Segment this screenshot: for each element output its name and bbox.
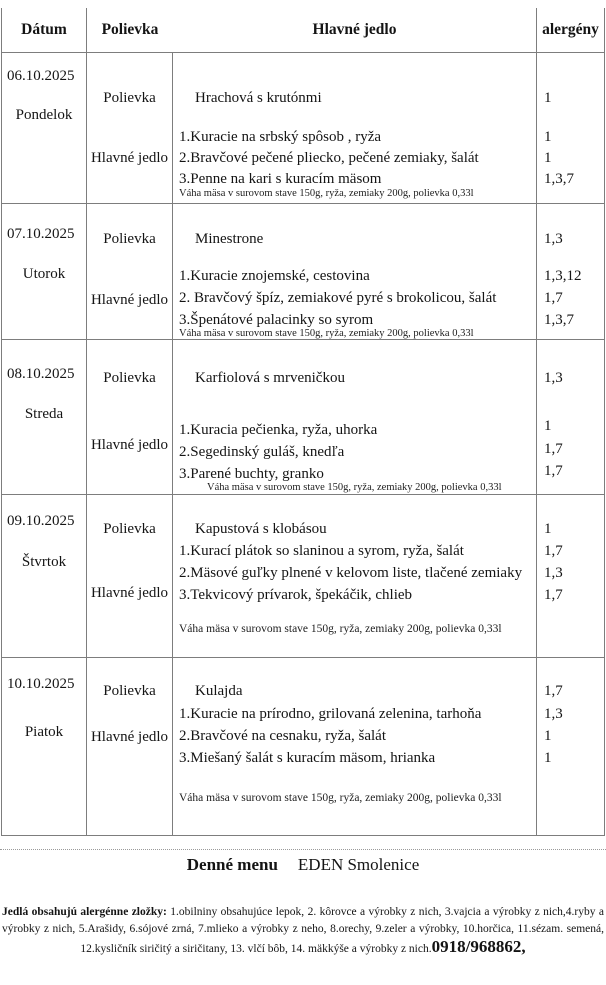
day-name: Štvrtok xyxy=(21,554,67,570)
portion-note: Váha mäsa v surovom stave 150g, ryža, zemiaky 200g, polievka 0,33l xyxy=(179,188,474,199)
main-course-label: Hlavné jedlo xyxy=(90,292,169,308)
day-name: Utorok xyxy=(22,266,66,282)
day-name: Streda xyxy=(24,406,64,422)
portion-note: Váha mäsa v surovom stave 150g, ryža, zemiaky 200g, polievka 0,33l xyxy=(179,328,474,339)
soup-row-label: Polievka xyxy=(103,90,156,106)
allergen-value: 1,3 xyxy=(544,231,563,247)
dish-item: 3.Tekvicový prívarok, špekáčik, chlieb xyxy=(179,587,413,603)
allergen-value: 1 xyxy=(544,129,552,145)
restaurant-name: EDEN Smolenice xyxy=(297,855,420,874)
allergen-value: 1,3,7 xyxy=(544,171,574,187)
allergen-value: 1,3,7 xyxy=(544,312,574,328)
day-row-wednesday xyxy=(2,340,604,495)
allergen-value: 1 xyxy=(544,750,552,766)
dish-item: 2. Bravčový špíz, zemiakové pyré s brokolicou, šalát xyxy=(179,290,497,306)
allergen-value: 1,7 xyxy=(544,587,563,603)
soup-row-label: Polievka xyxy=(103,370,156,386)
dish-item: 2.Segedinský guláš, knedľa xyxy=(179,444,345,460)
header-polievka: Polievka xyxy=(101,21,159,38)
main-course-label: Hlavné jedlo xyxy=(90,150,169,166)
menu-title: Denné menu xyxy=(186,855,278,874)
dish-item: 1.Kuracie na srbský spôsob , ryža xyxy=(179,129,382,145)
day-row-friday xyxy=(2,658,604,836)
dish-item: 3.Parené buchty, granko xyxy=(179,466,324,482)
day-row-tuesday xyxy=(2,204,604,340)
allergen-legend-body: 1.obilniny obsahujúce lepok, 2. kôrovce a výrobky z nich, 3.vajcia a výrobky z nich,4.ryby a výrobky z nich, 5.Arašidy, 6.sójové zrná, 7.mlieko a výrobky z neho, 8.orechy, 9.zeler a výrobky, 10.horčica, 11.sézam. semená, 12.kysličník siričitý a siričitany, 13. vlčí bôb, 14. mäkkýše a výrobky z nich. xyxy=(2,906,605,955)
dish-item: 1.Kuracia pečienka, ryža, uhorka xyxy=(179,422,378,438)
day-row-thursday xyxy=(2,495,604,658)
allergen-value: 1,7 xyxy=(544,543,563,559)
allergen-value: 1 xyxy=(544,521,552,537)
portion-note: Váha mäsa v surovom stave 150g, ryža, zemiaky 200g, polievka 0,33l xyxy=(179,623,502,635)
allergen-value: 1 xyxy=(544,728,552,744)
main-course-label: Hlavné jedlo xyxy=(90,585,169,601)
main-course-label: Hlavné jedlo xyxy=(90,437,169,453)
dish-item: 1.Kuracie znojemské, cestovina xyxy=(179,268,370,284)
soup-name: Hrachová s krutónmi xyxy=(195,90,322,106)
allergen-value: 1 xyxy=(544,90,552,106)
day-row-monday xyxy=(2,53,604,204)
portion-note: Váha mäsa v surovom stave 150g, ryža, zemiaky 200g, polievka 0,33l xyxy=(207,482,502,493)
allergen-value: 1,3,12 xyxy=(544,268,582,284)
dish-item: 3.Špenátové palacinky so syrom xyxy=(179,312,374,328)
dish-item: 2.Bravčové na cesnaku, ryža, šalát xyxy=(179,728,386,744)
header-datum: Dátum xyxy=(2,8,87,52)
dish-item: 2.Bravčové pečené pliecko, pečené zemiaky, šalát xyxy=(179,150,479,166)
allergen-value: 1,7 xyxy=(544,463,563,479)
soup-row-label: Polievka xyxy=(103,683,156,699)
dish-item: 3.Miešaný šalát s kuracím mäsom, hrianka xyxy=(179,750,436,766)
allergen-value: 1 xyxy=(544,418,552,434)
soup-name: Kulajda xyxy=(195,683,243,699)
allergen-value: 1 xyxy=(544,150,552,166)
phone-number: 0918/968862, xyxy=(431,937,526,956)
soup-name: Karfiolová s mrveničkou xyxy=(195,370,345,386)
allergen-value: 1,3 xyxy=(544,565,563,581)
allergen-legend-intro: Jedlá obsahujú alergénne zložky: xyxy=(2,906,167,918)
soup-row-label: Polievka xyxy=(103,231,156,247)
soup-name: Kapustová s klobásou xyxy=(195,521,327,537)
dish-item: 2.Mäsové guľky plnené v kelovom liste, tlačené zemiaky xyxy=(179,565,523,581)
dish-item: 3.Penne na kari s kuracím mäsom xyxy=(179,171,382,187)
allergen-value: 1,7 xyxy=(544,290,563,306)
weekly-menu-table xyxy=(1,8,605,836)
day-name: Pondelok xyxy=(15,107,73,123)
table-header-row xyxy=(2,8,604,53)
allergen-value: 1,7 xyxy=(544,683,563,699)
allergen-legend xyxy=(2,904,604,958)
date-label: 07.10.2025 xyxy=(7,226,75,242)
date-label: 06.10.2025 xyxy=(7,68,75,84)
date-label: 08.10.2025 xyxy=(7,366,75,382)
allergen-value: 1,3 xyxy=(544,706,563,722)
soup-name: Minestrone xyxy=(195,231,264,247)
header-alergeny: alergény xyxy=(542,21,599,38)
dotted-separator xyxy=(0,849,606,850)
soup-row-label: Polievka xyxy=(103,521,156,537)
header-hlavne-jedlo: Hlavné jedlo xyxy=(173,8,537,52)
day-name: Piatok xyxy=(24,724,64,740)
menu-title-line xyxy=(0,855,606,875)
allergen-value: 1,7 xyxy=(544,441,563,457)
main-course-label: Hlavné jedlo xyxy=(90,729,169,745)
dish-item: 1.Kurací plátok so slaninou a syrom, ryža, šalát xyxy=(179,543,464,559)
dish-item: 1.Kuracie na prírodno, grilovaná zelenina, tarhoňa xyxy=(179,706,482,722)
date-label: 09.10.2025 xyxy=(7,513,75,529)
allergen-value: 1,3 xyxy=(544,370,563,386)
portion-note: Váha mäsa v surovom stave 150g, ryža, zemiaky 200g, polievka 0,33l xyxy=(179,792,502,804)
date-label: 10.10.2025 xyxy=(7,676,75,692)
